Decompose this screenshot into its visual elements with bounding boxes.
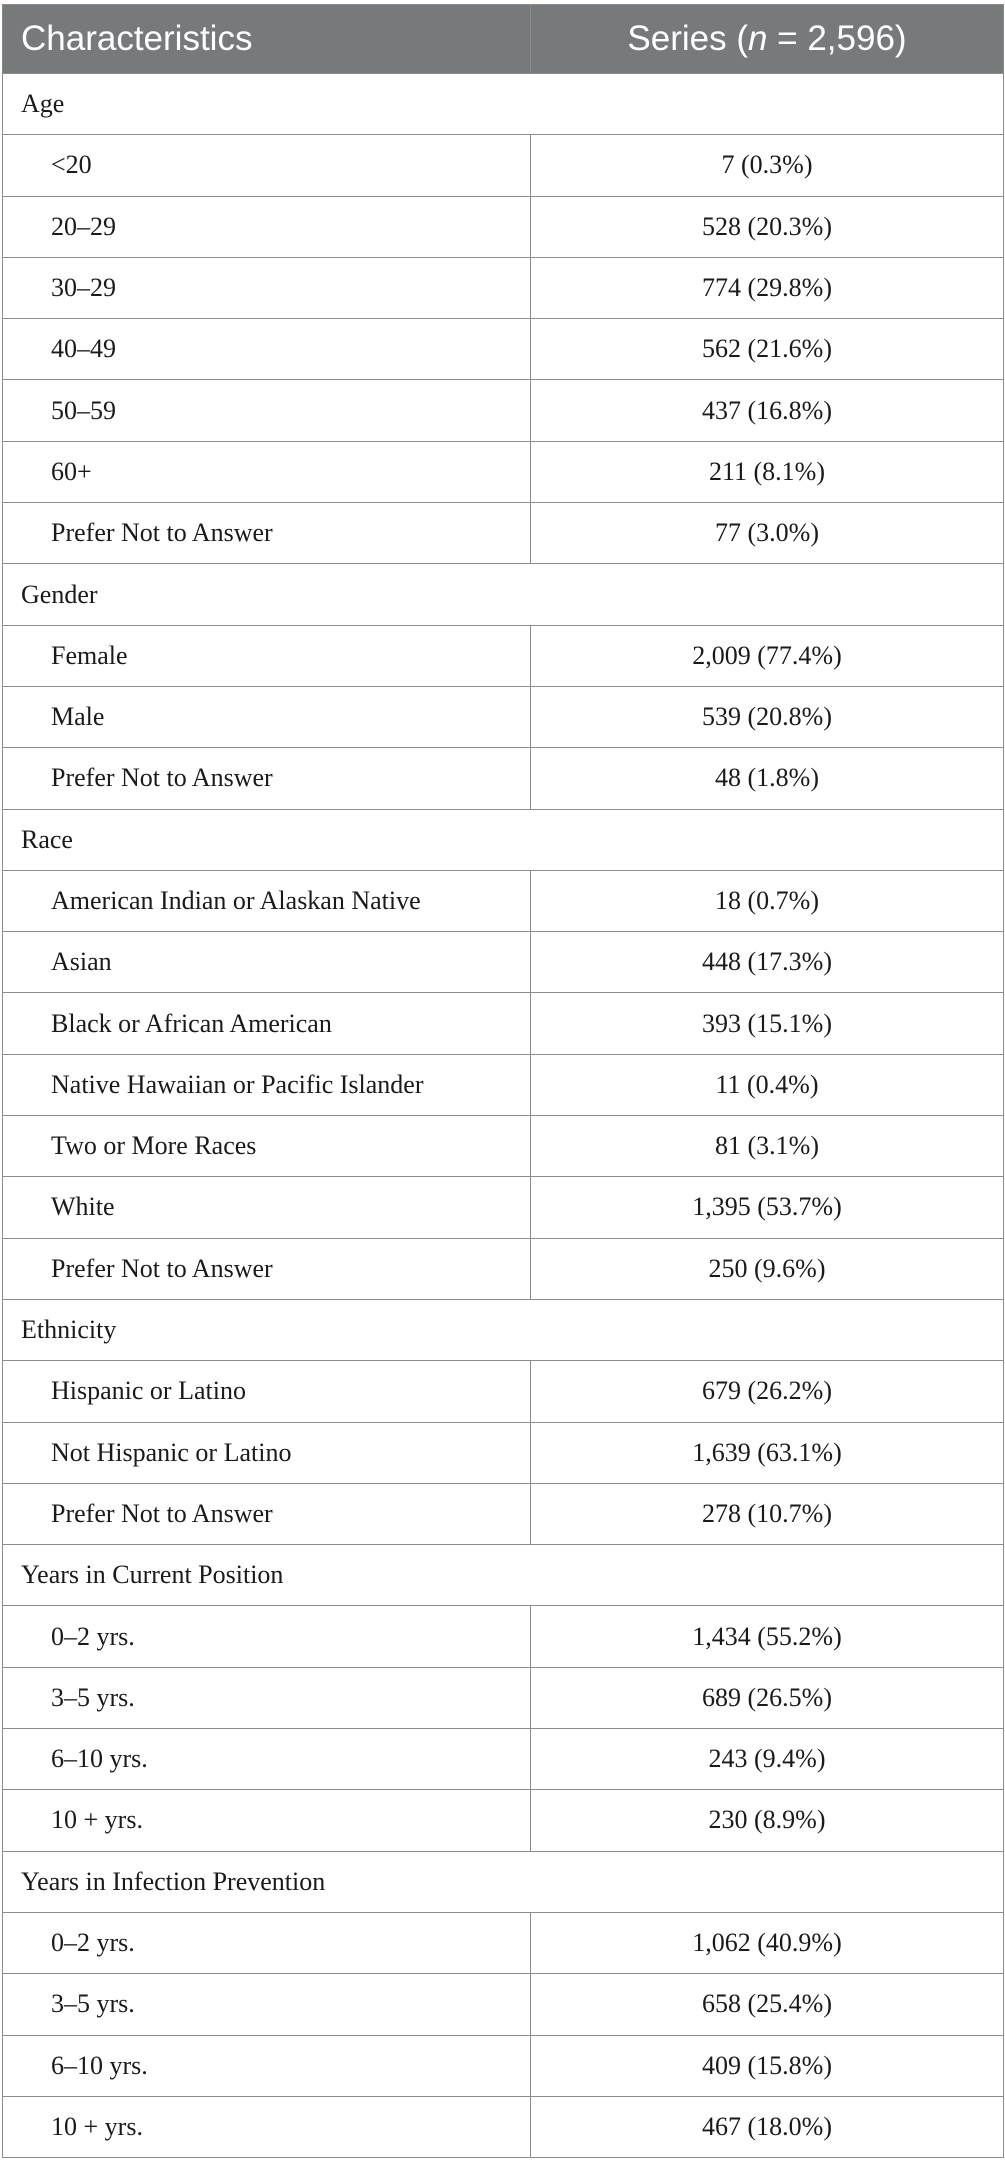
row-label: American Indian or Alaskan Native [3,870,531,931]
table-row [3,380,1004,441]
row-value: 679 (26.2%) [531,1361,1004,1422]
row-label: 0–2 yrs. [3,1606,531,1667]
row-label: Prefer Not to Answer [3,748,531,809]
section-row [3,74,1004,135]
table-row [3,441,1004,502]
row-value: 1,395 (53.7%) [531,1177,1004,1238]
table-row [3,870,1004,931]
row-label: 60+ [3,441,531,502]
table-row [3,1361,1004,1422]
table-row [3,1483,1004,1544]
table-row [3,503,1004,564]
section-title: Race [3,809,1004,870]
section-title: Gender [3,564,1004,625]
row-value: 393 (15.1%) [531,993,1004,1054]
section-row [3,809,1004,870]
row-label: 6–10 yrs. [3,2035,531,2096]
section-title: Years in Infection Prevention [3,1851,1004,1912]
table-row [3,1054,1004,1115]
section-title: Ethnicity [3,1299,1004,1360]
table-row [3,1606,1004,1667]
section-row [3,564,1004,625]
row-value: 658 (25.4%) [531,1974,1004,2035]
table-row [3,319,1004,380]
row-label: 10 + yrs. [3,2096,531,2157]
row-value: 11 (0.4%) [531,1054,1004,1115]
section-row [3,1545,1004,1606]
row-label: 30–29 [3,257,531,318]
header-characteristics: Characteristics [3,5,531,74]
header-series-prefix: Series ( [627,19,748,58]
section-row [3,1299,1004,1360]
row-value: 230 (8.9%) [531,1790,1004,1851]
table-row [3,993,1004,1054]
row-label: <20 [3,135,531,196]
row-value: 437 (16.8%) [531,380,1004,441]
table-row [3,1177,1004,1238]
table-row [3,1238,1004,1299]
row-value: 278 (10.7%) [531,1483,1004,1544]
table-row [3,625,1004,686]
row-value: 467 (18.0%) [531,2096,1004,2157]
row-label: Female [3,625,531,686]
row-label: Not Hispanic or Latino [3,1422,531,1483]
table-row [3,1912,1004,1973]
row-value: 528 (20.3%) [531,196,1004,257]
table-body [3,74,1004,2158]
table-row [3,1974,1004,2035]
row-value: 1,434 (55.2%) [531,1606,1004,1667]
row-label: Two or More Races [3,1116,531,1177]
row-value: 562 (21.6%) [531,319,1004,380]
row-label: 40–49 [3,319,531,380]
table-row [3,1667,1004,1728]
row-label: Male [3,686,531,747]
table-row [3,686,1004,747]
table-row [3,1422,1004,1483]
row-value: 243 (9.4%) [531,1729,1004,1790]
header-series-n: n [747,19,768,58]
row-value: 7 (0.3%) [531,135,1004,196]
row-value: 211 (8.1%) [531,441,1004,502]
table-header-row [3,5,1004,74]
table-row [3,196,1004,257]
row-value: 250 (9.6%) [531,1238,1004,1299]
row-value: 539 (20.8%) [531,686,1004,747]
header-series [531,5,1004,74]
table-row [3,1790,1004,1851]
row-value: 774 (29.8%) [531,257,1004,318]
table-row [3,932,1004,993]
row-label: Asian [3,932,531,993]
row-value: 48 (1.8%) [531,748,1004,809]
row-label: Prefer Not to Answer [3,1483,531,1544]
table-row [3,1116,1004,1177]
row-label: White [3,1177,531,1238]
row-label: Black or African American [3,993,531,1054]
table-row [3,1729,1004,1790]
row-label: Prefer Not to Answer [3,1238,531,1299]
row-value: 77 (3.0%) [531,503,1004,564]
row-value: 448 (17.3%) [531,932,1004,993]
row-label: 50–59 [3,380,531,441]
row-label: 6–10 yrs. [3,1729,531,1790]
row-value: 1,639 (63.1%) [531,1422,1004,1483]
table-row [3,2035,1004,2096]
section-title: Years in Current Position [3,1545,1004,1606]
section-row [3,1851,1004,1912]
row-label: 10 + yrs. [3,1790,531,1851]
row-label: 3–5 yrs. [3,1667,531,1728]
row-value: 689 (26.5%) [531,1667,1004,1728]
row-label: Prefer Not to Answer [3,503,531,564]
row-value: 2,009 (77.4%) [531,625,1004,686]
row-value: 409 (15.8%) [531,2035,1004,2096]
row-value: 81 (3.1%) [531,1116,1004,1177]
table-row [3,748,1004,809]
table-row [3,135,1004,196]
demographics-table [2,4,1004,2158]
row-value: 1,062 (40.9%) [531,1912,1004,1973]
row-label: 20–29 [3,196,531,257]
row-label: 3–5 yrs. [3,1974,531,2035]
row-label: Hispanic or Latino [3,1361,531,1422]
row-value: 18 (0.7%) [531,870,1004,931]
section-title: Age [3,74,1004,135]
row-label: Native Hawaiian or Pacific Islander [3,1054,531,1115]
row-label: 0–2 yrs. [3,1912,531,1973]
table-row [3,257,1004,318]
header-series-suffix: = 2,596) [767,19,907,58]
table-row [3,2096,1004,2157]
